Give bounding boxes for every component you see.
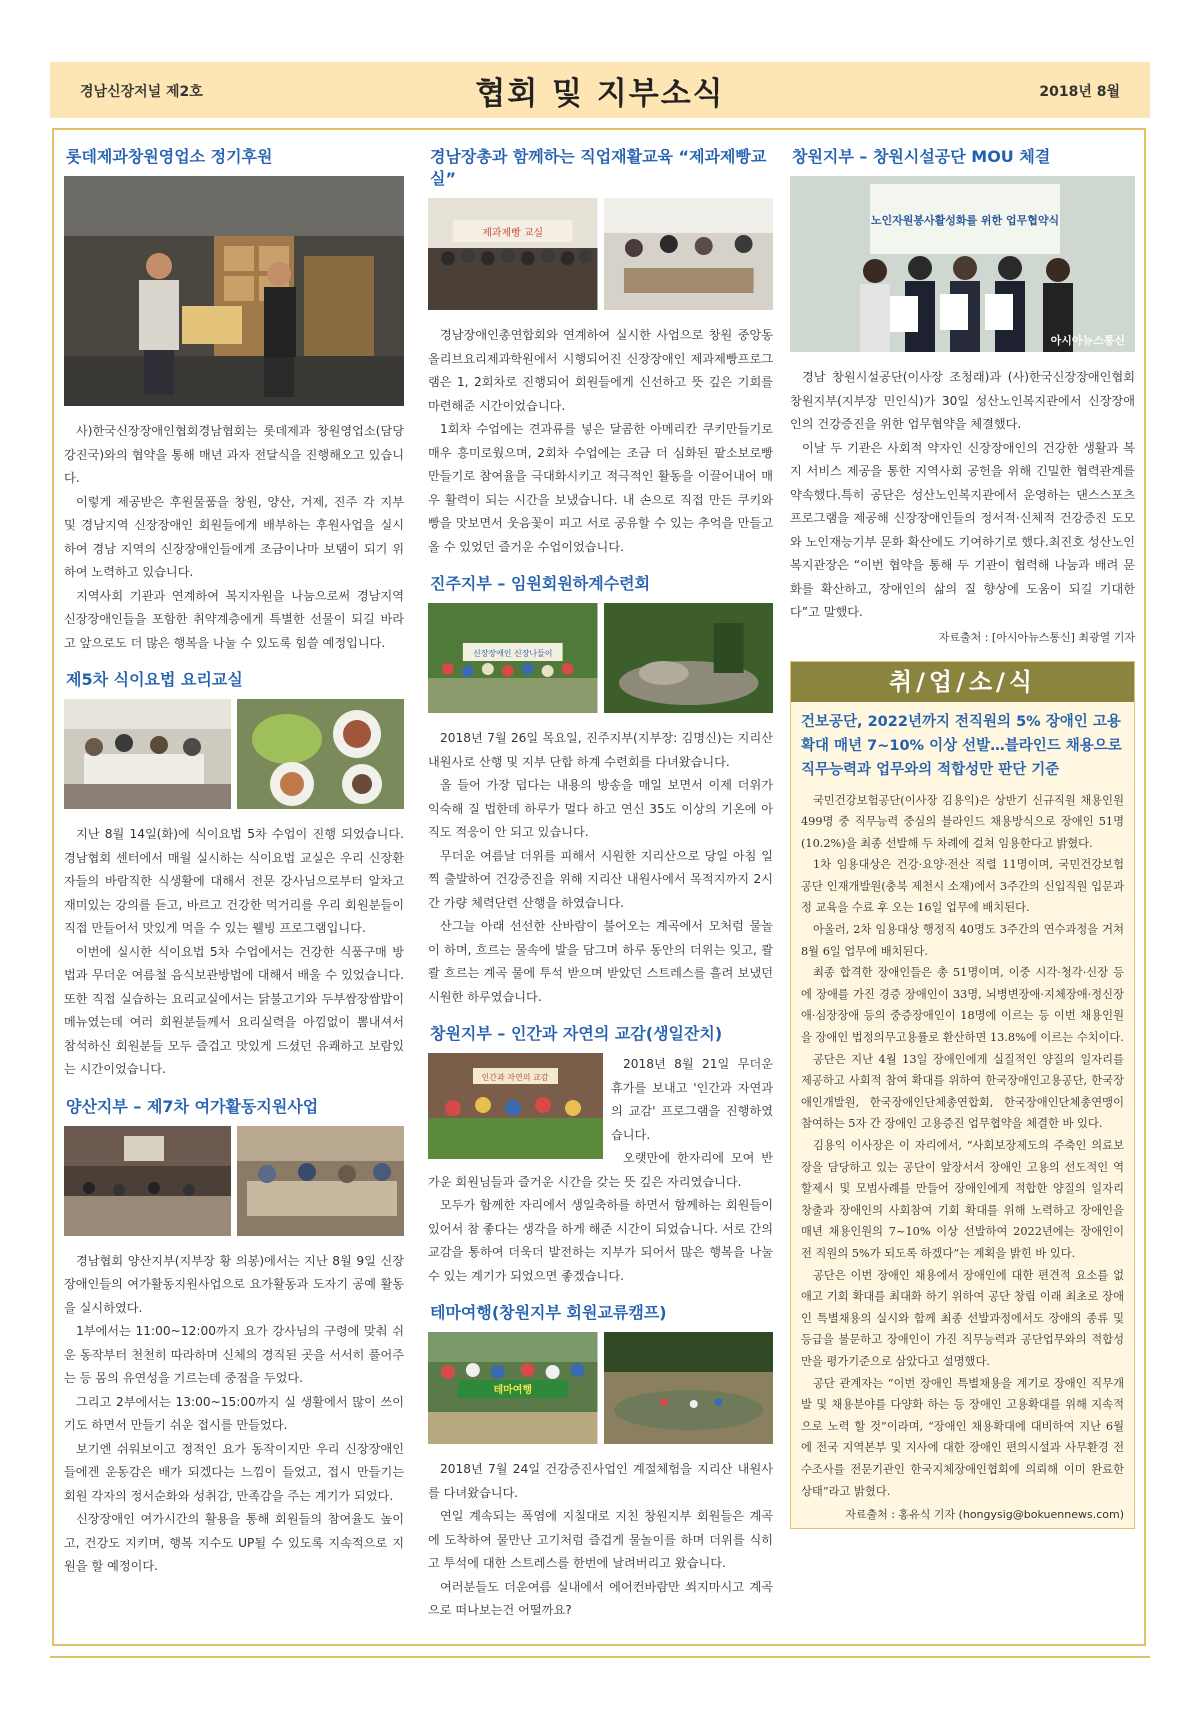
issue-date: 2018년 8월 [1039,84,1120,100]
job-para: 김용익 이사장은 이 자리에서, “사회보장제도의 주축인 의료보장을 담당하고 있는 공단이 앞장서서 장애인 고용의 선도적인 역할제시 및 모범사례를 만들어 장애인에게 적합한 양질의 일자리 창출과 장애인의 사회참여 기회 확대를 위해 노력하고 장애인을 매년 채용인원의 7~10% 이상 선발하여 2022년에는 장애인이 전 직원의 5%가 되도록 하겠다”는 계획을 밝힌 바 있다. [801,1139,1124,1260]
bakery-para: 경남장애인총연합회와 연계하여 실시한 사업으로 창원 중앙동 올리브요리제과학원에서 시행되어진 신장장애인 제과제빵프로그램은 1, 2회차로 진행되어 회원들에게 신선하고 뜻 깊은 기회를 마련해준 시간이었습니다. [428,328,773,413]
column-2 [428,146,773,1623]
photos-cooking [64,699,404,809]
article-title-bakery: 경남장총과 함께하는 직업재활교육 “제과제빵교실” [430,147,767,188]
article-title-birthday: 창원지부 – 인간과 자연의 교감(생일잔치) [430,1024,723,1043]
birthday-para: 2018년 8월 21일 무더운 휴가를 보내고 '인간과 자연과의 교감' 프로그램을 진행하였습니다. [611,1057,773,1142]
mou-credit: 자료출처 : [아시아뉴스통신] 최광열 기자 [938,630,1135,644]
birthday-banner-text: 인간과 자연의 교감 [481,1073,549,1082]
page-title: 협회 및 지부소식 [475,76,725,112]
birthday-para: 오랫만에 한자리에 모여 반가운 회원님들과 즐거운 시간을 갖는 뜻 깊은 자리였습니다. [428,1151,773,1189]
photo-lotte-donation [64,176,404,406]
birthday-para: 모두가 함께한 자리에서 생일축하를 하면서 함께하는 회원들이 있어서 참 좋다는 생각을 하게 해준 시간이 되었습니다. 서로 간의 교감을 통하여 더욱더 발전하는 지부가 되어서 많은 행복을 나눌 수 있는 계기가 되었으면 좋겠습니다. [428,1198,773,1283]
photo-theme-trip-stream [604,1332,774,1444]
photo-pottery [237,1126,404,1236]
article-title-mou: 창원지부 – 창원시설공단 MOU 체결 [792,147,1051,166]
yangsan-para: 보기엔 쉬워보이고 정적인 요가 동작이지만 우리 신장장애인들에겐 운동감은 배가 되겠다는 느낌이 들었고, 접시 만들기는 회원 각자의 정서순화와 성취감, 만족감을 주는 계기가 되었다. [64,1441,404,1503]
column-1 [64,146,404,1579]
theme-trip-para: 여러분들도 더운여름 실내에서 에어컨바람만 쐬지마시고 계곡으로 떠나보는건 어떨까요? [428,1579,773,1617]
photos-bakery [428,198,773,310]
job-para: 공단은 이번 장애인 채용에서 장애인에 대한 편견적 요소를 없애고 기회 확대를 최대화 하기 위하여 공단 창립 이래 최초로 장애인 특별채용의 실시와 함께 최종 선발과정에서도 장애의 종류 및 등급을 불문하고 장애인이 가진 직무능력과 공단업무와의 적합성만을 평가기준으로 삼았다고 설명했다. [801,1268,1124,1368]
photo-bakery-class [604,198,774,310]
photos-yangsan [64,1126,404,1236]
jinju-banner-text: 신장장애인 신장나들이 [473,648,553,659]
mou-para: 이날 두 기관은 사회적 약자인 신장장애인의 건강한 생활과 복지 서비스 제공을 통한 지역사회 공헌을 위해 긴밀한 협력관계를 약속했다.특히 공단은 성산노인복지관에서 운영하는 댄스스포츠 프로그램을 제공해 신장장애인들의 정서적·신체적 건강증진 도모와 노인재능기부 문화 확산에도 기여하기로 했다.최진호 성산노인복지관장은 “이번 협약을 통해 두 기관이 협력해 나눔과 배려 문화를 확산하고, 장애인의 삶의 질 향상에 도움이 되길 기대한다”고 말했다. [790,440,1135,619]
photo-jinju-group [428,603,598,713]
jinju-para: 2018년 7월 26일 목요일, 진주지부(지부장: 김명신)는 지리산 내원사로 산행 및 지부 단합 하계 수련회를 다녀왔습니다. [428,731,773,769]
issue-label: 경남신장저널 제2호 [80,84,203,100]
mou-banner-text: 노인자원봉사활성화를 위한 업무협약식 [870,214,1060,227]
cooking-para: 지난 8월 14일(화)에 식이요법 5차 수업이 진행 되었습니다. 경남협회 센터에서 매월 실시하는 식이요법 교실은 우리 신장환자들의 바람직한 식생활에 대해서 전문 강사님으로부터 알차고 재미있는 강의를 듣고, 바르고 건강한 먹거리를 우리 회원분들이 직접 만들어서 맛있게 먹을 수 있는 웰빙 프로그램입니다. [64,827,404,935]
job-news-headline: 건보공단, 2022년까지 전직원의 5% 장애인 고용 확대 매년 7~10% 이상 선발…블라인드 채용으로 직무능력과 업무와의 적합성만 판단 기준 [801,713,1122,778]
yangsan-para: 1부에서는 11:00~12:00까지 요가 강사님의 구령에 맞춰 쉬운 동작부터 천천히 따라하며 신체의 경직된 곳을 서서히 풀어주는 등 몸의 유연성을 기르는데 중점을 두었다. [64,1324,404,1385]
theme-trip-para: 2018년 7월 24일 건강증진사업인 계절체험을 지리산 내원사를 다녀왔습니다. [428,1462,773,1500]
job-credit: 자료출처 : 홍유식 기자 (hongysig@bokuennews.com) [845,1508,1124,1522]
column-3 [790,146,1135,1529]
photo-birthday [428,1053,603,1159]
photos-theme-trip [428,1332,773,1444]
lotte-para: 사)한국신장장애인협회경남협회는 롯데제과 창원영업소(담당 강진국)와의 협약을 통해 매년 과자 전달식을 진행해오고 있습니다. [64,424,404,485]
lotte-para: 이렇게 제공받은 후원물품을 창원, 양산, 거제, 진주 각 지부 및 경남지역 신장장애인 회원들에게 배부하는 후원사업을 실시하여 경남 지역의 신장장애인들에게 조금이나마 보탬이 되기 위하여 노력하고 있습니다. [64,494,404,579]
job-para: 공단은 지난 4월 13일 장애인에게 실질적인 양질의 일자리를 제공하고 사회적 참여 확대를 위하여 한국장애인고용공단, 한국장애인개발원, 한국장애인단체총연합회, 한국장애인단체총연맹이 참여하는 5자 간 장애인 고용증진 업무협약을 체결한 바 있다. [801,1052,1124,1131]
photo-theme-trip-group [428,1332,598,1444]
photo-cooking-food [237,699,404,809]
article-title-yangsan: 양산지부 – 제7차 여가활동지원사업 [66,1096,319,1116]
job-para: 아울러, 2차 임용대상 행정직 40명도 3주간의 연수과정을 거쳐 8월 6일 업무에 배치된다. [801,923,1124,958]
mou-para: 경남 창원시설공단(이사장 조청래)과 (사)한국신장장애인협회 창원지부(지부장 민인식)가 30일 성산노인복지관에서 신장장애인의 건강증진을 위한 업무협약을 체결했다. [790,370,1135,431]
job-news-box [790,661,1135,1530]
photo-cooking-class [64,699,231,809]
job-para: 1차 임용대상은 건강·요양·전산 직렬 11명이며, 국민건강보험공단 인재개발원(충북 제천시 소재)에서 3주간의 신입직원 입문과정 교육을 수료 후 오는 16일 업무에 배치된다. [801,858,1124,915]
news-watermark: 아시아뉴스통신 [1050,334,1125,347]
jinju-para: 무더운 여름날 더위를 피해서 시원한 지리산으로 당일 아침 일찍 출발하여 건강증진을 위해 지리산 내원사에서 목적지까지 2시간 가량 체력단련 산행을 하였습니다. [428,848,773,910]
yangsan-para: 그리고 2부에서는 13:00~15:00까지 실 생활에서 많이 쓰이기도 하면서 만들기 쉬운 접시를 만들었다. [64,1394,404,1432]
page-header [50,62,1150,118]
lotte-para: 지역사회 기관과 연계하여 복지자원을 나눔으로써 경남지역 신장장애인들을 포함한 취약계층에게 특별한 선물이 되길 바라고 앞으로도 더 많은 행복을 나눌 수 있도록 힘쓸 예정입니다. [64,588,404,650]
yangsan-para: 신장장애인 여가시간의 활용을 통해 회원들의 참여율도 높이고, 건강도 지키며, 행복 지수도 UP될 수 있도록 지속적으로 지원을 할 예정이다. [64,1512,404,1573]
photo-jinju-valley [604,603,774,713]
article-title-cooking: 제5차 식이요법 요리교실 [66,670,243,689]
photo-bakery-group [428,198,598,310]
theme-trip-para: 연일 계속되는 폭염에 지칠대로 지친 창원지부 회원들은 계곡에 도착하여 물만난 고기처럼 즐겁게 물놀이를 하며 더위를 식히고 투석에 대한 스트레스를 한번에 날려버리고 왔습니다. [428,1509,773,1570]
photo-yoga [64,1126,231,1236]
job-news-banner: 취/업/소/식 [791,662,1134,702]
photo-mou-signing [790,176,1135,352]
job-para: 국민건강보험공단(이사장 김용익)은 상반기 신규직원 채용인원 499명 중 직무능력 중심의 블라인드 채용방식으로 장애인 51명(10.2%)을 최종 선발해 두 차례에 걸쳐 임용한다고 밝혔다. [801,793,1124,850]
theme-banner-text: 테마여행 [493,1384,532,1397]
article-title-theme-trip: 테마여행(창원지부 회원교류캠프) [430,1303,667,1322]
cooking-para: 이번에 실시한 식이요법 5차 수업에서는 건강한 식품구매 방법과 무더운 여름철 음식보관방법에 대해서 배울 수 있었습니다. 또한 직접 실습하는 요리교실에서는 닭불고기와 두부쌈장쌈밥이 메뉴였는데 여러 회원분들께서 요리실력을 아낌없이 뽐내셔서 참석하신 회원분들 모두 즐겁고 맛있게 드셨던 유쾌하고 보람있는 시간이었습니다. [64,944,404,1076]
bakery-banner-text: 제과제빵 교실 [482,227,544,240]
bottom-rule [50,1656,1150,1658]
photos-jinju [428,603,773,713]
job-para: 공단 관계자는 “이번 장애인 특별채용을 계기로 장애인 직무개발 및 채용분야를 다양화 하는 등 장애인 고용확대를 위해 지속적으로 노력 할 것”이라며, “장애인 채용확대에 대비하여 지난 6월에 전국 지역본부 및 지사에 대한 장애인 편의시설과 사무환경 전수조사를 전문기관인 한국지체장애인협회에 의뢰해 이미 완료한 상태”라고 밝혔다. [801,1376,1124,1498]
article-title-lotte: 롯데제과창원영업소 정기후원 [66,147,273,166]
article-title-jinju: 진주지부 – 임원회원하계수련회 [430,574,651,593]
bakery-para: 1회차 수업에는 견과류를 넣은 달콤한 아메리칸 쿠키만들기로 매우 흥미로웠으며, 2회차 수업에는 조금 더 심화된 팥소보로빵 만들기로 참여율을 극대화시키고 적극적인 활동을 이끌어내어 매우 활력이 되는 시간을 보냈습니다. 내 손으로 직접 만든 쿠키와 빵을 맛보면서 웃음꽃이 피고 서로 공유할 수 있는 추억을 만들고 올 수 있었던 즐거운 수업이었습니다. [428,422,773,554]
yangsan-para: 경남협회 양산지부(지부장 황 의봉)에서는 지난 8월 9일 신장장애인들의 여가활동지원사업으로 요가활동과 도자기 공예 활동을 실시하였다. [64,1253,404,1315]
job-para: 최종 합격한 장애인들은 총 51명이며, 이중 시각·청각·신장 등에 장애를 가진 경증 장애인이 33명, 뇌병변장애·지체장애·정신장애·심장장애 등의 중증장애인이 18명에 이르는 등 이번 채용인원을 장애인 법정의무고용률로 환산하면 13.8%에 이르는 수치이다. [801,966,1124,1045]
jinju-para: 산그늘 아래 선선한 산바람이 불어오는 계곡에서 모처럼 물놀이 하며, 흐르는 물속에 발을 담그며 하루 동안의 더위는 잊고, 콸콸 흐르는 계곡 물에 투석 받으며 받았던 스트레스를 흘려 보냈던 시원한 하루였습니다. [428,919,773,1004]
jinju-para: 올 들어 가장 덥다는 내용의 방송을 매일 보면서 이제 더위가 익숙해 질 법한데 하루가 멀다 하고 연신 35도 이상의 기온에 아직도 적응이 안 되고 있습니다. [428,778,773,839]
